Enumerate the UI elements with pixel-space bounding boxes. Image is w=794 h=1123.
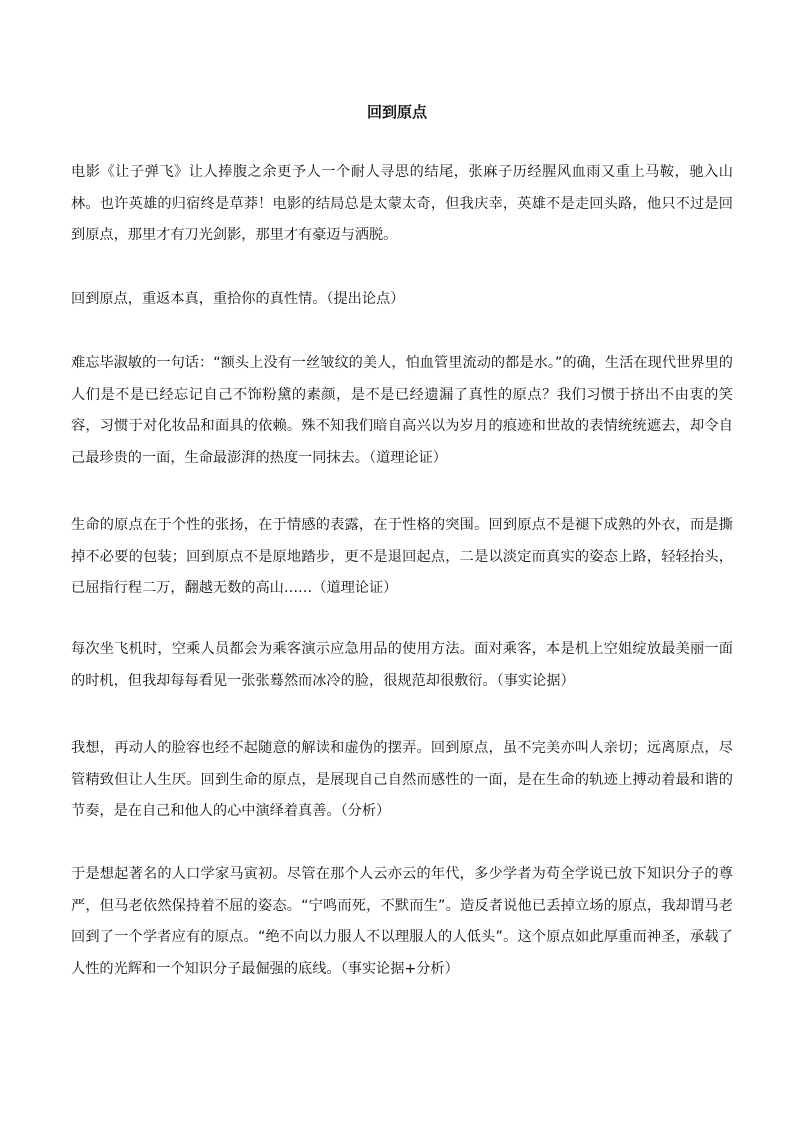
document-title: 回到原点 xyxy=(366,103,427,121)
paragraph-thesis: 回到原点，重返本真，重拾你的真性情。（提出论点） xyxy=(71,291,405,307)
paragraph-fact-1: 每次坐飞机时，空乘人员都会为乘客演示应急用品的使用方法。面对乘客，本是机上空姐绽放最美丽一面的时机，但我却每每看见一张张蓦然而冰冷的脸，很规范却很敷衍。（事实论据） xyxy=(71,641,733,689)
paragraph-fact-2: 于是想起著名的人口学家马寅初。尽管在那个人云亦云的年代，多少学者为苟全学说已放下知识分子的尊严，但马老依然保持着不屈的姿态。“宁鸣而死，不默而生”。造反者说他已丢掉立场的原点，我却谓马老回到了一个学者应有的原点。“绝不向以力服人不以理服人的人低头”。这个原点如此厚重而神圣，承载了人性的光辉和一个知识分子最倔强的底线。（事实论据+分析） xyxy=(71,866,733,977)
paragraph-reasoning-2: 生命的原点在于个性的张扬，在于情感的表露，在于性格的突围。回到原点不是褪下成熟的外衣，而是撕掉不必要的包装；回到原点不是原地踏步，更不是退回起点，二是以淡定而真实的姿态上路，轻轻抬头，已屈指行程二万，翻越无数的高山……（道理论证） xyxy=(71,517,733,596)
paragraph-intro: 电影《让子弹飞》让人捧腹之余更予人一个耐人寻思的结尾，张麻子历经腥风血雨又重上马鞍，驰入山林。也许英雄的归宿终是草莽！电影的结局总是太蒙太奇，但我庆幸，英雄不是走回头路，他只不过是回到原点，那里才有刀光剑影，那里才有豪迈与洒脱。 xyxy=(71,164,733,243)
paragraph-analysis: 我想，再动人的脸容也经不起随意的解读和虚伪的摆弄。回到原点，虽不完美亦叫人亲切；远离原点，尽管精致但让人生厌。回到生命的原点，是展现自己自然而感性的一面，是在生命的轨迹上搏动着最和谐的节奏，是在自己和他人的心中演绎着真善。（分析） xyxy=(71,740,733,819)
paragraph-reasoning-1: 难忘毕淑敏的一句话：“额头上没有一丝皱纹的美人，怕血管里流动的都是水。”的确，生活在现代世界里的人们是不是已经忘记自己不饰粉黛的素颜，是不是已经遗漏了真性的原点？我们习惯于挤出不由衷的笑容，习惯于对化妆品和面具的依赖。殊不知我们暗自高兴以为岁月的痕迹和世故的表情统统遮去，却令自己最珍贵的一面，生命最澎湃的热度一同抹去。（道理论证） xyxy=(71,355,733,466)
